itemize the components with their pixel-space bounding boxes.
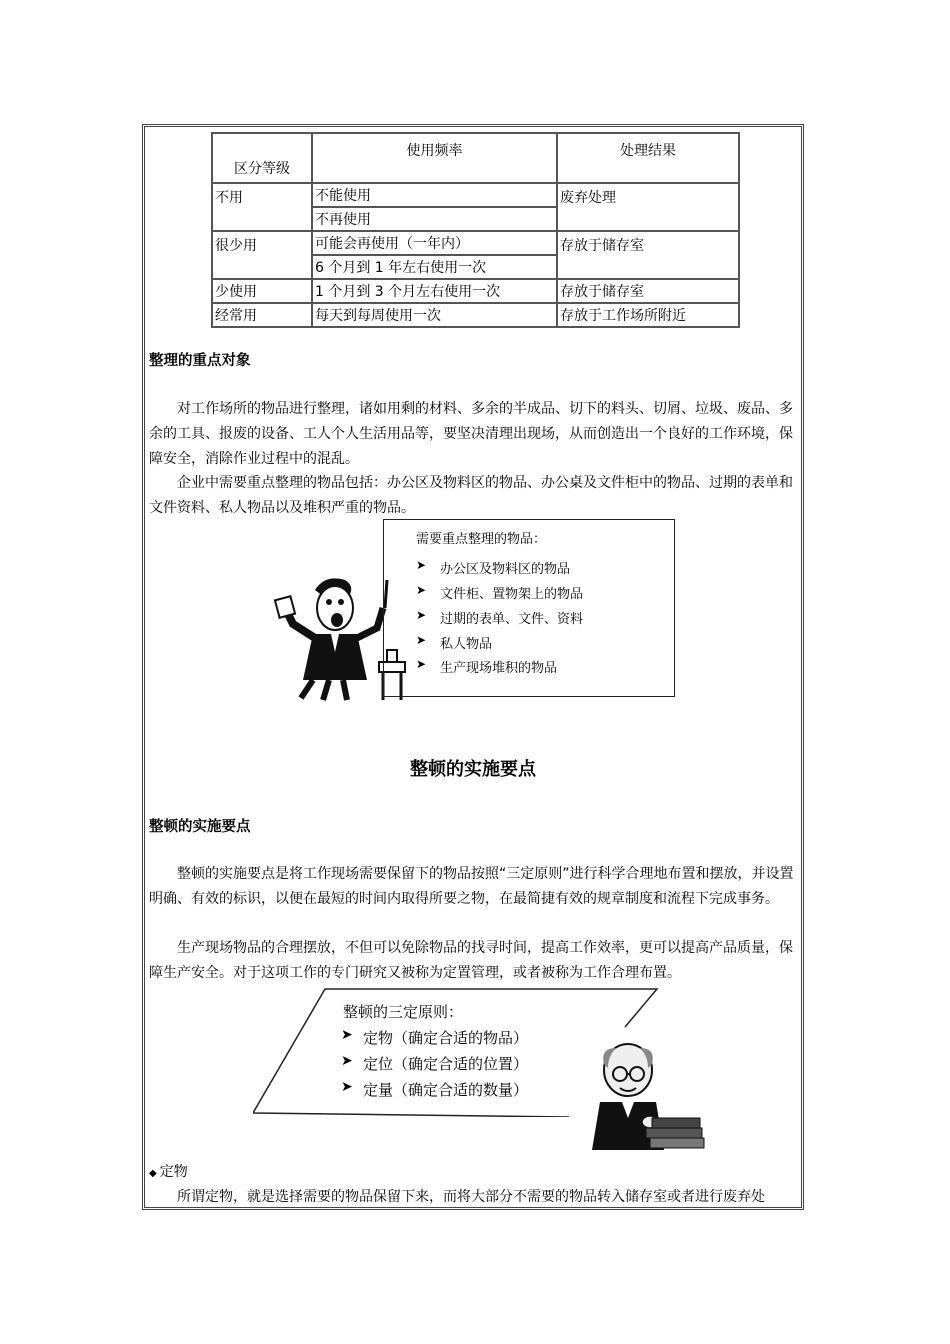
key-items-title: 需要重点整理的物品： <box>416 532 547 547</box>
row-frequency: 不再使用 <box>312 207 557 231</box>
section-heading: 整理的重点对象 <box>149 353 251 369</box>
arrow-right-icon: ➤ <box>341 1027 353 1043</box>
table-row <box>212 183 739 207</box>
list-item: ➤ 私人物品 <box>416 633 493 652</box>
list-item: ➤ 定物（确定合适的物品） <box>341 1027 529 1047</box>
list-item: ➤ 过期的表单、文件、资料 <box>416 608 584 627</box>
arrow-right-icon: ➤ <box>341 1053 353 1069</box>
principles-title: 整顿的三定原则： <box>343 1003 464 1021</box>
table-row <box>212 231 739 255</box>
list-item: ➤ 生产现场堆积的物品 <box>416 657 558 676</box>
row-frequency: 6 个月到 1 年左右使用一次 <box>312 255 557 279</box>
row-frequency: 不能使用 <box>312 183 557 207</box>
section-title: 整顿的实施要点 <box>410 759 536 780</box>
row-result: 存放于储存室 <box>557 279 739 303</box>
list-item: ➤ 文件柜、置物架上的物品 <box>416 583 584 602</box>
section-heading: 整顿的实施要点 <box>149 819 251 835</box>
row-frequency: 每天到每周使用一次 <box>312 303 557 327</box>
row-level: 不用 <box>212 183 312 231</box>
key-items-box <box>383 519 675 697</box>
header-result: 处理结果 <box>557 133 739 183</box>
arrow-right-icon: ➤ <box>416 583 427 597</box>
arrow-right-icon: ➤ <box>416 633 427 647</box>
paragraph: 所谓定物，就是选择需要的物品保留下来，而将大部分不需要的物品转入储存室或者进行废弃处 <box>177 1189 765 1205</box>
list-item: ➤ 定位（确定合适的位置） <box>341 1053 529 1073</box>
row-level: 很少用 <box>212 231 312 279</box>
row-level: 经常用 <box>212 303 312 327</box>
diamond-bullet-icon: ◆ <box>149 1168 157 1179</box>
header-level: 区分等级 <box>212 133 312 183</box>
arrow-right-icon: ➤ <box>341 1079 353 1095</box>
paragraph: 对工作场所的物品进行整理，诸如用剩的材料、多余的半成品、切下的料头、切屑、垃圾、废品、多余的工具、报废的设备、工人个人生活用品等，要坚决清理出现场，从而创造出一个良好的工作环境，保障安全，消除作业过程中的混乱。 <box>149 401 793 467</box>
content-frame <box>142 124 804 1210</box>
row-result: 废弃处理 <box>557 183 739 231</box>
list-item: ➤ 定量（确定合适的数量） <box>341 1079 529 1099</box>
paragraph: 整顿的实施要点是将工作现场需要保留下的物品按照“三定原则”进行科学合理地布置和摆放，并设置明确、有效的标识，以便在最短的时间内取得所要之物，在最简捷有效的规章制度和流程下完成事务。 <box>149 866 794 907</box>
professor-books-icon <box>590 1042 705 1152</box>
arrow-right-icon: ➤ <box>416 608 427 622</box>
figure-professor <box>590 1042 705 1152</box>
row-level: 少使用 <box>212 279 312 303</box>
row-result: 存放于工作场所附近 <box>557 303 739 327</box>
arrow-right-icon: ➤ <box>416 657 427 671</box>
row-frequency: 可能会再使用（一年内） <box>312 231 557 255</box>
paragraph: 生产现场物品的合理摆放，不但可以免除物品的找寻时间，提高工作效率，更可以提高产品质量，保障生产安全。对于这项工作的专门研究又被称为定置管理，或者被称为工作合理布置。 <box>149 940 793 981</box>
list-item: ➤ 办公区及物料区的物品 <box>416 558 571 577</box>
arrow-right-icon: ➤ <box>416 558 427 572</box>
header-frequency: 使用频率 <box>312 133 557 183</box>
row-frequency: 1 个月到 3 个月左右使用一次 <box>312 279 557 303</box>
table-header-row <box>212 133 739 183</box>
classification-table <box>211 132 740 328</box>
table-row <box>212 303 739 327</box>
paragraph: 企业中需要重点整理的物品包括：办公区及物料区的物品、办公桌及文件柜中的物品、过期的表单和文件资料、私人物品以及堆积严重的物品。 <box>149 475 793 516</box>
row-result: 存放于储存室 <box>557 231 739 279</box>
bullet-heading: ◆ 定物 <box>149 1164 188 1180</box>
table-row <box>212 279 739 303</box>
